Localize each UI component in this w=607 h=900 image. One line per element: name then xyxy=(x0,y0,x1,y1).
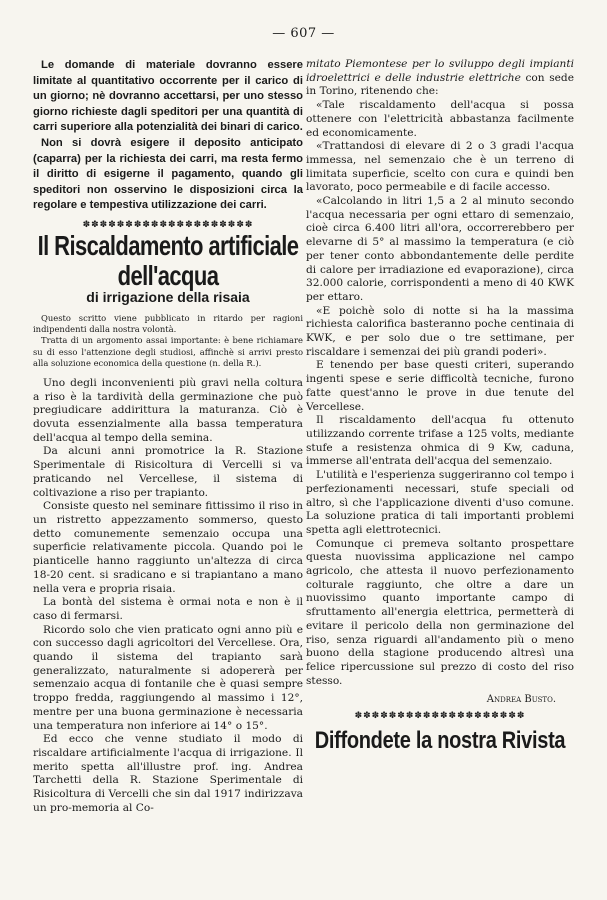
body-paragraph: L'utilità e l'esperienza suggeriranno col tempo i perfezionamenti necessari, stufe speciali od altro, sì che l'applicazione diventi d'uso comune. La soluzione pratica di tali importanti problemi spetta agli elettrotecnici. xyxy=(306,469,574,536)
body-paragraph: «Trattandosi di elevare di 2 o 3 gradi l'acqua immessa, nel semenzaio che è un terreno di limitata superficie, scelto con cura e quindi ben lavorato, poco permeabile e di facile accesso. xyxy=(306,140,574,194)
article-title: Il Riscaldamento artificiale dell'acqua xyxy=(37,229,299,291)
editor-note-line: Questo scritto viene pubblicato in ritardo per ragioni indipendenti dalla nostra volontà. xyxy=(33,312,303,335)
body-paragraph: Da alcuni anni promotrice la R. Stazione Sperimentale di Risicoltura di Vercelli si va praticando nel Vercellese, il sistema di coltivazione a riso per trapianto. xyxy=(33,445,303,499)
ornament-divider: ✽✽✽✽✽✽✽✽✽✽✽✽✽✽✽✽✽✽✽✽ xyxy=(354,711,526,722)
article-subtitle: di irrigazione della risaia xyxy=(86,288,250,305)
editor-note xyxy=(33,313,303,369)
body-paragraph: Comunque ci premeva soltanto prospettare questa nuovissima applicazione nel campo agricolo, che attesta il nuovo perfezionamento colturale raggiunto, che oltre a dare un nuovissimo quanto importante campo di sfruttamento all'energia elettrica, permetterà di evitare il pericolo della non germinazione del riso, senza riguardi all'andamento più o meno buono della stagione producendo altresì una felice ripercussione sul prezzo di costo del riso stesso. xyxy=(306,537,574,687)
body-paragraph: Consiste questo nel seminare fittissimo il riso in un ristretto appezzamento sommerso, questo detto comunemente semenzaio occupa una superficie relativamente piccola. Quando poi le pianticelle hanno raggiunto un'altezza di circa 18-20 cent. si sradicano e si trapiantano a mano nella vera e propria risaia. xyxy=(33,500,303,595)
committee-name: mitato Piemontese per lo sviluppo degli impianti idroelettrici e delle industrie elettriche xyxy=(306,58,574,84)
body-paragraph: E tenendo per base questi criteri, superando ingenti spese e serie difficoltà tecniche, furono fatte quest'anno le prove in due tenute del Vercellese. xyxy=(306,359,574,413)
body-paragraph: «E poichè solo di notte si ha la massima richiesta calorifica basteranno poche centinaia di KWK, e per solo due o tre settimane, per riscaldare i semenzai dei più grandi poderi». xyxy=(306,304,574,358)
ornament-divider: ✽✽✽✽✽✽✽✽✽✽✽✽✽✽✽✽✽✽✽✽ xyxy=(82,219,254,230)
body-paragraph: Ed ecco che venne studiato il modo di riscaldare artificialmente l'acqua di irrigazione. Il merito spetta all'illustre prof. ing. Andrea Tarchetti della R. Stazione Sperimentale di Risicoltura di Vercelli che sin dal 1917 indirizzava un pro-memoria al Co- xyxy=(33,733,303,814)
continued-paragraph xyxy=(306,58,574,99)
notice-paragraph: Non si dovrà esigere il deposito anticipato (caparra) per la richiesta dei carri, ma resta fermo il diritto di esigerne il pagamento, quando gli speditori non osservino le disposizioni circa la regolare e tempestiva utilizzazione dei carri. xyxy=(33,136,303,212)
body-paragraph: Uno degli inconvenienti più gravi nella coltura a riso è la tardività della germinazione che può pregiudicare addirittura la maturanza. Ciò è dovuta essenzialmente alla bassa temperatura dell'acqua al tempo della semina. xyxy=(33,376,303,444)
body-paragraph: Il riscaldamento dell'acqua fu ottenuto utilizzando corrente trifase a 125 volts, mediante stufe a resistenza ohmica di 9 Kw, caduna, immerse all'entrata dell'acqua del semenzaio. xyxy=(306,414,574,468)
article-body-right xyxy=(306,58,574,688)
left-column xyxy=(33,58,303,815)
body-paragraph: La bontà del sistema è ormai nota e non è il caso di fermarsi. xyxy=(33,596,303,622)
body-paragraph: Ricordo solo che vien praticato ogni anno più e con successo dagli agricoltori del Vercellese. Ora, quando il sistema del trapianto sarà generalizzato, naturalmente si adopererà per semenzaio acqua di fontanile che è quasi sempre troppo fredda, raggiungendo al massimo i 12°, mentre per una buona germinazione è necessaria una temperatura non inferiore ai 14° o 15°. xyxy=(33,623,303,732)
author-signature: Andrea Busto. xyxy=(486,694,556,706)
body-paragraph: «Calcolando in litri 1,5 a 2 al minuto secondo l'acqua necessaria per ogni ettaro di semenzaio, cioè circa 6.400 litri all'ora, occorrerebbero per elevarne di 5° al massimo la temperatura (e ciò per tener conto abbondantemente delle perdite di calore per irradiazione ed evaporazione), circa 32.000 calorie, corrispondenti a meno di 40 KWK per ettaro. xyxy=(306,195,574,303)
railway-notice xyxy=(33,58,303,214)
right-column xyxy=(306,58,574,753)
page-number: — 607 — xyxy=(272,26,335,41)
promo-banner: Diffondete la nostra Rivista xyxy=(314,728,566,755)
editor-note-line: Tratta di un argomento assai importante: è bene richiamare su di esso l'attenzione degli studiosi, affinchè si arrivi presto alla soluzione economica della questione (n. della R.). xyxy=(33,335,303,368)
body-paragraph: «Tale riscaldamento dell'acqua si possa ottenere con l'elettricità abbastanza facilmente ed economicamente. xyxy=(306,99,574,139)
article-body-left xyxy=(33,377,303,816)
notice-paragraph: Le domande di materiale dovranno essere limitate al quantitativo occorrente per il carico di un giorno; nè dovranno accettarsi, per uno stesso giorno richieste dagli speditori per una quantità di carri superiore alla potenzialità dei binari di carico. xyxy=(33,59,303,134)
continued-text: con sede in Torino, ritenendo che: xyxy=(306,71,574,98)
